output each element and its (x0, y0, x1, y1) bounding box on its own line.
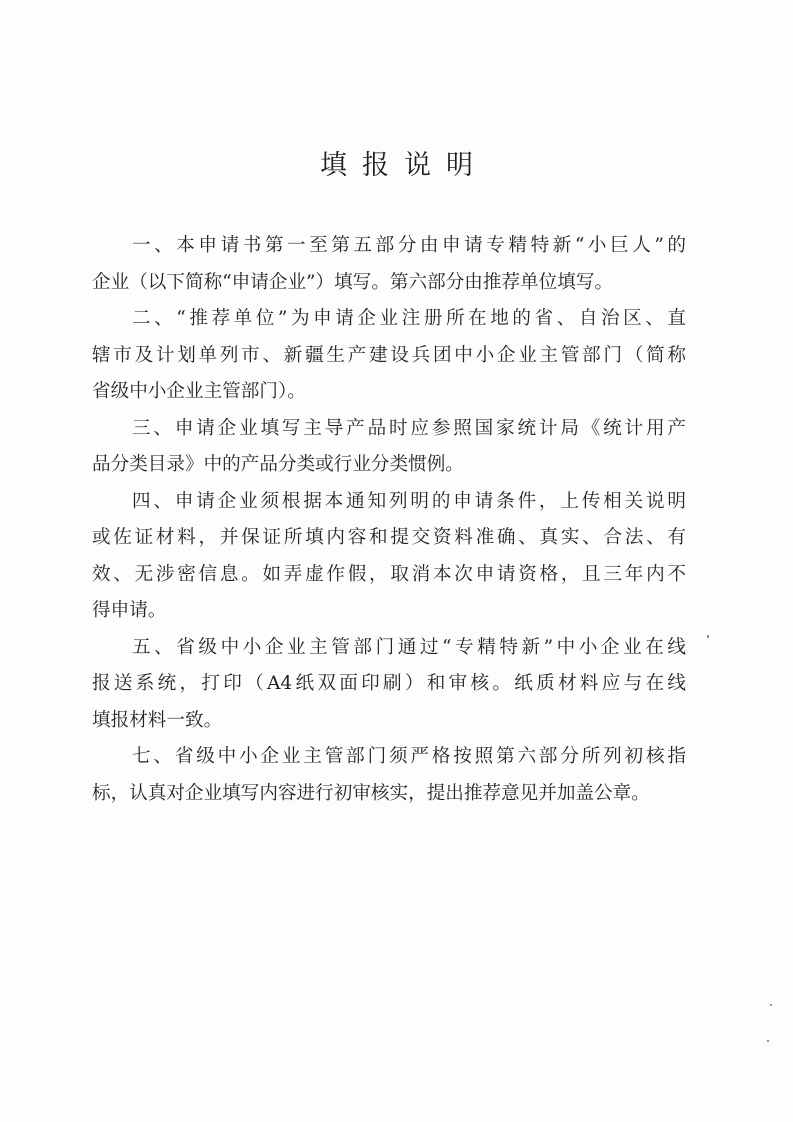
paragraph-line: 七、省级中小企业主管部门须严格按照第六部分所列初核指 (132, 746, 686, 767)
paragraph-line: 三、申请企业填写主导产品时应参照国家统计局《统计用产 (132, 417, 686, 439)
page-title: 填报说明 (320, 150, 488, 181)
paragraph-line: 一、本申请书第一至第五部分由申请专精特新“小巨人”的 (132, 235, 686, 256)
paragraph-line: 二、“推荐单位”为申请企业注册所在地的省、自治区、直 (132, 308, 686, 329)
paragraph-line: 标，认真对企业填写内容进行初审核实，提出推荐意见并加盖公章。 (92, 782, 650, 804)
scan-speck (770, 1004, 772, 1006)
paragraph-line: 五、省级中小企业主管部门通过“专精特新”中小企业在线 (132, 636, 686, 658)
paragraph-line: 省级中小企业主管部门）。 (92, 381, 306, 402)
paragraph-line: 企业（以下简称“申请企业”）填写。第六部分由推荐单位填写。 (92, 271, 614, 293)
paragraph-line: 填报材料一致。 (92, 709, 223, 731)
paragraph-line: 得申请。 (92, 600, 167, 621)
paragraph-line: 或佐证材料，并保证所填内容和提交资料准确、真实、合法、有 (92, 527, 686, 548)
paragraph-line: 效、无涉密信息。如弄虚作假，取消本次申请资格，且三年内不 (92, 563, 686, 585)
scan-speck (767, 1040, 769, 1042)
paragraph-line: 四、申请企业须根据本通知列明的申请条件，上传相关说明 (132, 490, 686, 512)
instructions-body (92, 228, 686, 812)
paragraph-line: 辖市及计划单列市、新疆生产建设兵团中小企业主管部门（简称 (92, 344, 686, 366)
paragraph-line: 品分类目录》中的产品分类或行业分类惯例。 (92, 454, 464, 475)
paragraph-line: 报送系统，打印（A4纸双面印刷）和审核。纸质材料应与在线 (92, 673, 686, 694)
scan-speck (707, 635, 709, 638)
